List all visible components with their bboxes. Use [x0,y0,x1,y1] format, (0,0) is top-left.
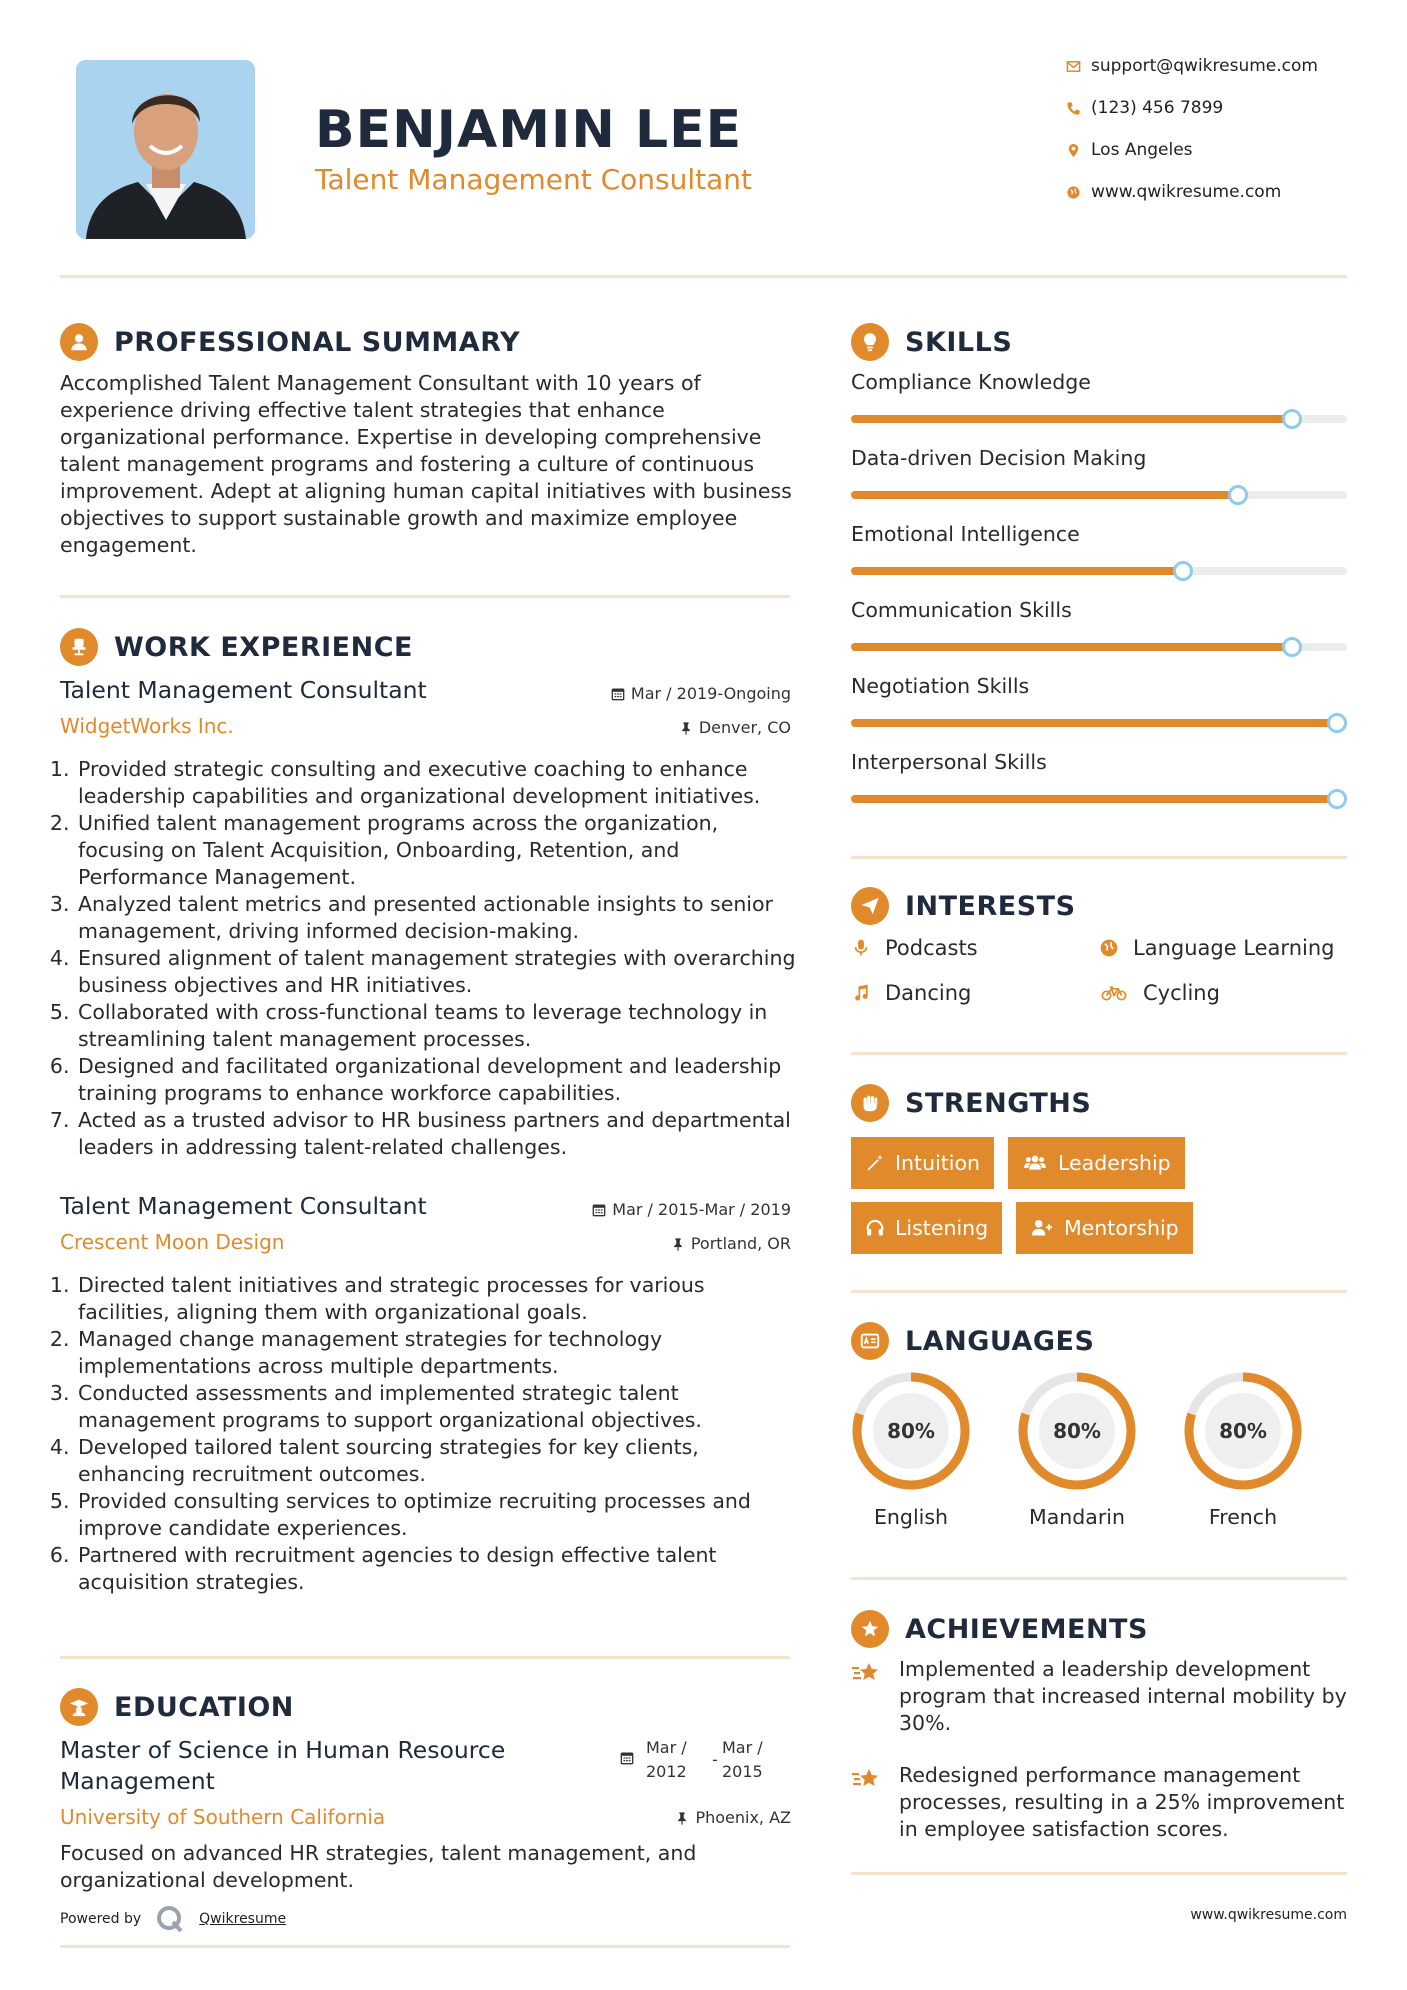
company-name: WidgetWorks Inc. [60,714,234,738]
duty-item: 5. Provided consulting services to optimize recruiting processes and improve candidate experiences. [76,1488,800,1542]
footer-website[interactable]: www.qwikresume.com [1190,1907,1347,1923]
skill-name: Communication Skills [851,598,1072,622]
user-plus-icon [1030,1218,1054,1238]
contact-email-text: support@qwikresume.com [1091,56,1318,76]
interest-label: Dancing [885,981,972,1005]
globe-icon [1099,938,1119,958]
music-note-icon [851,983,871,1003]
star-badge-icon [851,1610,889,1648]
achievement-item [851,1656,1347,1737]
skills-divider [851,856,1347,859]
powered-by [60,1904,286,1934]
skill-name: Emotional Intelligence [851,522,1080,546]
language-item [1015,1369,1139,1529]
skill-bar-knob [1173,561,1193,581]
strength-tag [1016,1202,1193,1254]
duty-item: 6. Designed and facilitated organizational development and leadership training programs to enhance workforce capabilities. [76,1053,800,1107]
summary-title: PROFESSIONAL SUMMARY [114,326,521,358]
job-location [560,1234,791,1253]
interests-divider [851,1052,1347,1055]
language-name: French [1208,1505,1278,1529]
language-percent: 80% [1219,1419,1267,1443]
skill-bar-knob [1327,789,1347,809]
job-dates [540,1200,791,1219]
microphone-icon [851,938,871,958]
achievement-item [851,1762,1347,1843]
contact-location-text: Los Angeles [1091,140,1193,160]
experience-title: WORK EXPERIENCE [114,631,413,663]
education-location-text: Phoenix, AZ [695,1808,791,1827]
achievement-text: Implemented a leadership development program that increased internal mobility by 30%. [899,1657,1347,1735]
qwikresume-link[interactable]: Qwikresume [199,1911,287,1927]
language-ring [849,1369,973,1493]
fist-icon [851,1084,889,1122]
magic-wand-icon [865,1153,885,1173]
duty-item: 1. Provided strategic consulting and executive coaching to enhance leadership capabilities and organizational development initiatives. [76,756,800,810]
education-title: EDUCATION [114,1691,294,1723]
degree-name: Master of Science in Human Resource Management [60,1736,506,1795]
duty-item: 5. Collaborated with cross-functional teams to leverage technology in streamlining talent management processes. [76,999,800,1053]
education-date-separator: - [712,1750,718,1769]
calendar-icon [592,1203,606,1217]
strength-tag [851,1202,1002,1254]
lightbulb-icon [851,323,889,361]
powered-by-label: Powered by [60,1911,142,1927]
job-dates-text: Mar / 2019-Ongoing [630,684,791,703]
skill-bar-knob [1282,637,1302,657]
contact-email[interactable] [1055,56,1385,76]
job-location-text: Portland, OR [690,1234,791,1253]
pushpin-icon [675,1811,689,1825]
experience-heading [60,628,413,666]
skill-name: Negotiation Skills [851,674,1030,698]
education-start-year: 2012 [646,1762,687,1781]
job-location-text: Denver, CO [698,718,791,737]
skill-bar-fill [851,491,1238,499]
job-title: Talent Management Consultant [60,676,427,704]
header-divider [60,275,1347,278]
skill-bar [851,719,1347,727]
summary-divider [60,595,790,598]
skill-name: Compliance Knowledge [851,370,1091,394]
skill-bar [851,491,1347,499]
skill-bar-fill [851,795,1347,803]
globe-icon [1055,185,1091,200]
shooting-star-icon [851,1764,881,1794]
strength-label: Leadership [1058,1151,1171,1175]
map-pin-icon [1055,143,1091,158]
paper-plane-icon [851,887,889,925]
interest-item [1099,981,1220,1005]
pushpin-icon [679,721,693,735]
language-card-icon [851,1322,889,1360]
bicycle-icon [1099,983,1129,1003]
shooting-star-icon [851,1658,881,1688]
achievement-text: Redesigned performance management processes, resulting in a 25% improvement in employee satisfaction scores. [899,1763,1345,1841]
education-dates [618,1738,798,1784]
job-dates-text: Mar / 2015-Mar / 2019 [612,1200,791,1219]
skill-bar [851,795,1347,803]
interest-item [1099,936,1334,960]
skill-bar [851,643,1347,651]
contact-website[interactable] [1055,182,1385,202]
pushpin-icon [671,1237,685,1251]
contact-phone[interactable] [1055,98,1385,118]
interest-item [851,981,971,1005]
calendar-icon [620,1751,634,1765]
envelope-icon [1055,59,1091,74]
duty-item: 4. Ensured alignment of talent management strategies with overarching business objectives and HR initiatives. [76,945,800,999]
education-end-month: Mar / [722,1738,763,1757]
achievements-divider [851,1872,1347,1875]
languages-heading [851,1322,1094,1360]
duty-item: 6. Partnered with recruitment agencies to design effective talent acquisition strategies. [76,1542,800,1596]
interest-label: Cycling [1143,981,1220,1005]
profile-photo [76,60,255,239]
duty-item: 3. Analyzed talent metrics and presented actionable insights to senior management, driving informed decision-making. [76,891,800,945]
strength-label: Intuition [895,1151,981,1175]
education-description: Focused on advanced HR strategies, talent management, and organizational development. [60,1841,697,1892]
job-duties [58,1272,800,1596]
job-title: Talent Management Consultant [60,1192,427,1220]
company-name: Crescent Moon Design [60,1230,285,1254]
language-ring [1015,1369,1139,1493]
user-icon [60,323,98,361]
language-percent: 80% [887,1419,935,1443]
language-ring [1181,1369,1305,1493]
skill-bar-knob [1228,485,1248,505]
duty-item: 3. Conducted assessments and implemented strategic talent management programs to support organizational objectives. [76,1380,800,1434]
candidate-name: BENJAMIN LEE [315,100,743,160]
strength-tag [1008,1137,1185,1189]
summary-text: Accomplished Talent Management Consultant with 10 years of experience driving effective talent strategies that enhance organizational performance. Expertise in developing comprehensive talent management programs and fostering a culture of continuous improvement. Adept at aligning human capital initiatives with business objectives to support sustainable growth and maximize employee engagement. [60,371,792,557]
headphones-icon [865,1218,885,1238]
duty-item: 1. Directed talent initiatives and strategic processes for various facilities, aligning them with organizational goals. [76,1272,800,1326]
school-name: University of Southern California [60,1805,386,1829]
languages-divider [851,1577,1347,1580]
contact-phone-text: (123) 456 7899 [1091,98,1224,118]
strength-label: Listening [895,1216,989,1240]
language-name: English [873,1505,949,1529]
job-dates [560,684,791,703]
skill-bar-fill [851,415,1292,423]
calendar-icon [611,687,625,701]
education-heading [60,1688,294,1726]
duty-item: 2. Unified talent management programs across the organization, focusing on Talent Acquisition, Onboarding, Retention, and Performance Management. [76,810,800,891]
footer-divider-left [60,1945,790,1948]
duty-item: 4. Developed tailored talent sourcing strategies for key clients, enhancing recruitment outcomes. [76,1434,800,1488]
language-name: Mandarin [1029,1505,1125,1529]
duty-item: 2. Managed change management strategies for technology implementations across multiple departments. [76,1326,800,1380]
skill-name: Data-driven Decision Making [851,446,1147,470]
skills-title: SKILLS [905,326,1013,358]
skill-bar-fill [851,719,1347,727]
interests-title: INTERESTS [905,890,1076,922]
candidate-role: Talent Management Consultant [315,163,753,196]
interest-item [851,936,978,960]
job-duties [58,756,800,1161]
language-item [849,1369,973,1529]
language-percent: 80% [1053,1419,1101,1443]
strength-tag [851,1137,994,1189]
skill-bar-fill [851,643,1292,651]
summary-heading [60,323,520,361]
strengths-divider [851,1290,1347,1293]
strengths-title: STRENGTHS [905,1087,1092,1119]
skill-name: Interpersonal Skills [851,750,1047,774]
education-start-month: Mar / [646,1738,687,1757]
interests-heading [851,887,1076,925]
users-icon [1022,1153,1048,1173]
chair-icon [60,628,98,666]
skill-bar-knob [1282,409,1302,429]
achievements-title: ACHIEVEMENTS [905,1613,1148,1645]
education-end-year: 2015 [722,1762,763,1781]
interest-label: Podcasts [885,936,978,960]
skills-heading [851,323,1012,361]
strengths-heading [851,1084,1091,1122]
qwikresume-logo-icon [155,1904,185,1934]
language-item [1181,1369,1305,1529]
interest-label: Language Learning [1133,936,1335,960]
achievements-heading [851,1610,1148,1648]
graduate-icon [60,1688,98,1726]
skill-bar [851,567,1347,575]
skill-bar-knob [1327,713,1347,733]
phone-icon [1055,101,1091,116]
experience-divider [60,1656,790,1659]
contact-website-text: www.qwikresume.com [1091,182,1282,202]
job-location [560,718,791,737]
skill-bar [851,415,1347,423]
languages-title: LANGUAGES [905,1325,1095,1357]
education-location [560,1808,791,1827]
strength-label: Mentorship [1064,1216,1179,1240]
skill-bar-fill [851,567,1183,575]
duty-item: 7. Acted as a trusted advisor to HR business partners and departmental leaders in addressing talent-related challenges. [76,1107,800,1161]
contact-location [1055,140,1385,160]
